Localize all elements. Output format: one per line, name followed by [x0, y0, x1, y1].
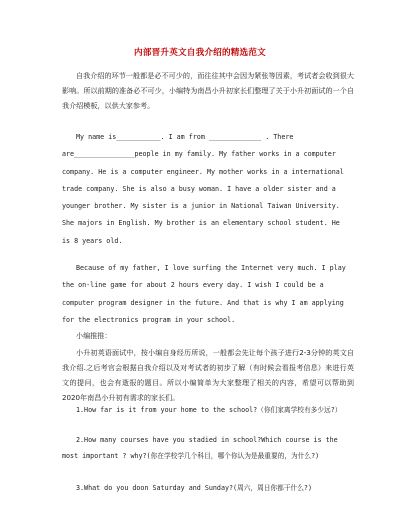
english-paragraph-1 — [62, 129, 354, 250]
text-line: computer program designer in the future. And that is why I am applying — [62, 298, 344, 307]
text-line: younger brother. My sister is a junior in National Taiwan University. — [62, 202, 340, 211]
text-line: Because of my father, I love surfing the Internet very much. I play — [76, 264, 346, 272]
text-line: the on-line game for about 2 hours every day. I wish I could be a — [62, 281, 324, 290]
question-2: 2.How many courses have you stadied in school?Which course is the most important ? why?(你在学校学几个科目，哪个你认为是最重要的，为什么?) — [62, 436, 338, 460]
text-line: company. He is a computer engineer. My mother works in a international — [62, 167, 344, 176]
text-line: My name is___________. I am from _____________ . There — [76, 133, 294, 141]
text-line: She majors in English. My brother is an elementary school student. He — [62, 219, 340, 228]
intro-paragraph: 自我介绍的环节一般都是必不可少的，而往往其中会因为紧张等因素，考试者会收到很大影响。所以前期的准备必不可少，小编特为南昌小升初家长们整理了关于小升初面试的一个自我介绍模板，以供大家参考。 — [62, 71, 354, 110]
recommend-paragraph: 小升初英语面试中，按小编自身经历所说，一般都会先让每个孩子进行2-3分钟的英文自我介绍.之后考官会根据自我介绍以及对考试者的初步了解（有时候会看报考信息）来进行英文的提问，也会有逝报的题目。所以小编简单为大家整理了相关的内容，希望可以帮助到2020年南昌小升初有需求的家长们。 — [62, 348, 354, 402]
english-paragraph-2 — [62, 260, 354, 329]
text-line: trade company. She is also a busy woman. I have a older sister and a — [62, 184, 336, 193]
page-title: 内部晋升英文自我介绍的精选范文 — [134, 48, 266, 58]
recommend-heading: 小编推推： — [76, 331, 112, 340]
text-line: are_______________people in my family. My father works in a computer — [62, 150, 336, 159]
question-1: 1.How far is it from your home to the school?（你们家离学校有多少远?） — [76, 406, 342, 414]
question-3: 3.What do you doon Saturday and Sunday?(周六，周日你都干什么?) — [76, 484, 312, 492]
text-line: is 8 years old. — [62, 236, 123, 245]
text-line: for the electronics program in your school. — [62, 315, 236, 324]
